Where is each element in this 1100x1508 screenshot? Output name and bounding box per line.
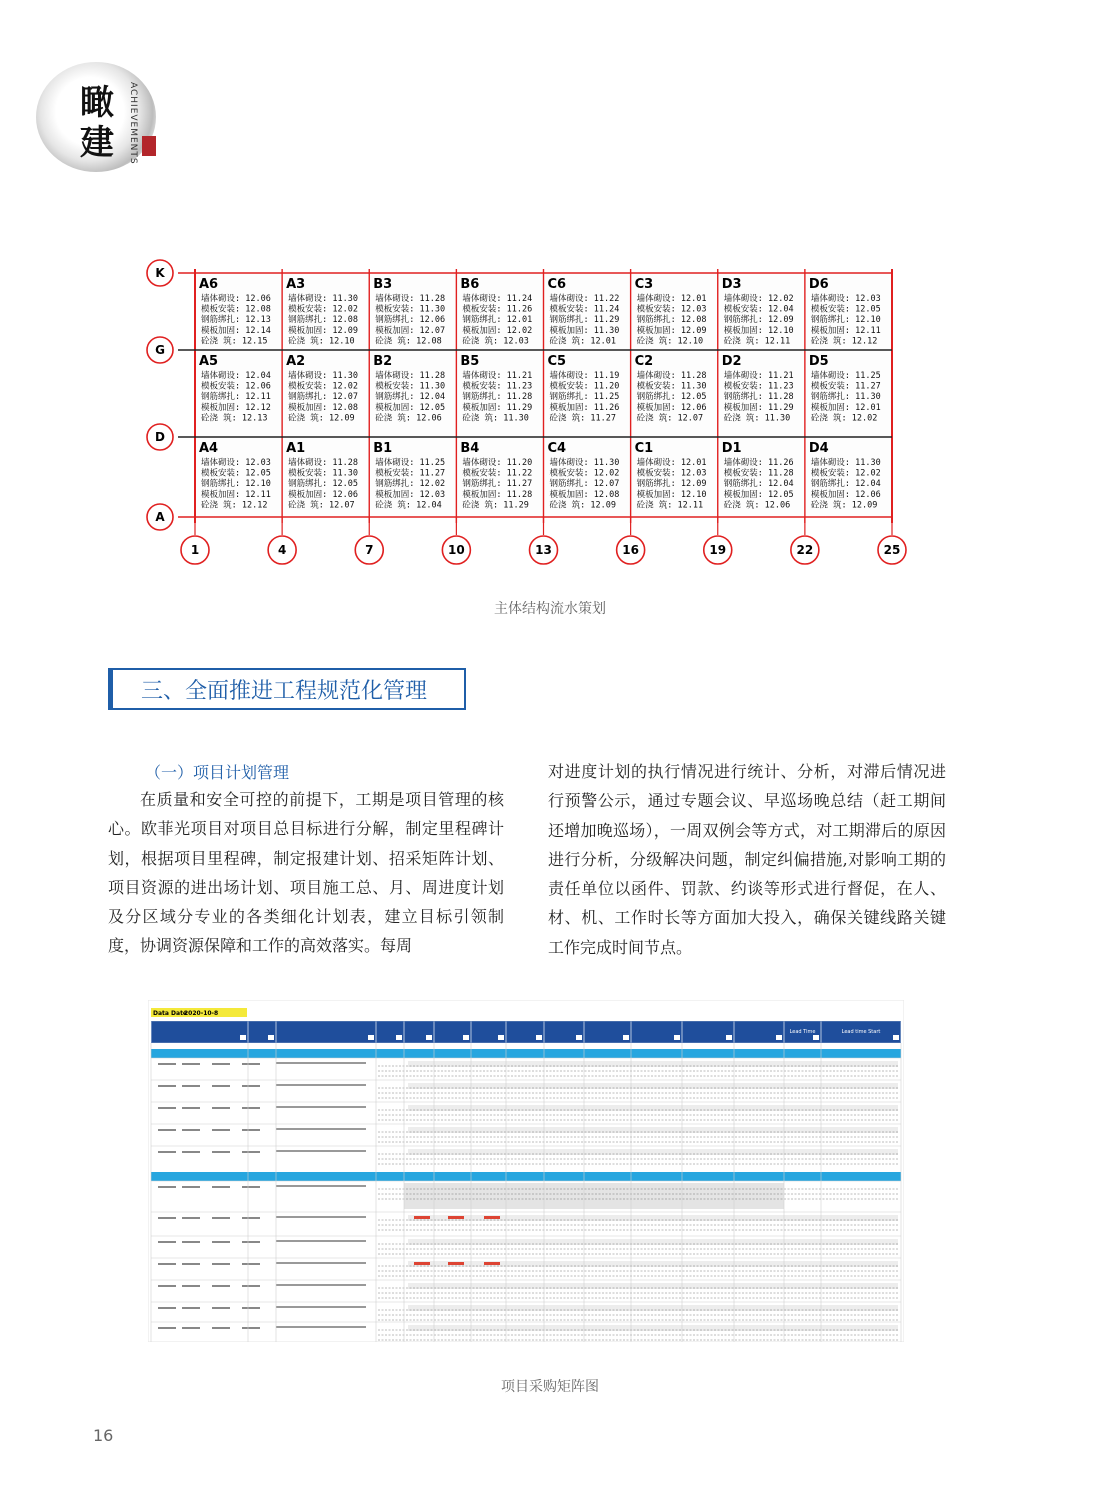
zone-schedule-line: 墙体砌设: 11.21 bbox=[462, 371, 533, 381]
text-placeholder bbox=[276, 1185, 366, 1187]
row-axis-label: K bbox=[155, 266, 165, 280]
zone-schedule-line: 模板加固: 12.10 bbox=[636, 489, 707, 500]
row-axis-label: A bbox=[155, 510, 165, 524]
filter-dropdown-icon bbox=[426, 1035, 432, 1040]
zone-schedule-line: 模板安装: 12.02 bbox=[288, 381, 358, 392]
text-placeholder bbox=[182, 1107, 200, 1109]
zone-schedule-line: 模板安装: 11.30 bbox=[375, 381, 446, 392]
zone-schedule-line: 模板加固: 12.09 bbox=[288, 325, 358, 336]
zone-schedule-line: 墙体砌设: 12.03 bbox=[810, 294, 881, 304]
zone-schedule-line: 模板加固: 12.11 bbox=[810, 325, 881, 336]
zone-schedule-line: 模板安装: 11.24 bbox=[549, 304, 620, 315]
zone-schedule-line: 模板安装: 12.02 bbox=[810, 468, 881, 479]
figure-caption-flow: 主体结构流水策划 bbox=[494, 601, 606, 617]
zone-schedule-line: 墙体砌设: 11.30 bbox=[288, 371, 358, 381]
text-placeholder bbox=[182, 1063, 200, 1065]
text-placeholder bbox=[212, 1285, 230, 1287]
red-date-mark bbox=[414, 1262, 430, 1265]
filter-dropdown-icon bbox=[463, 1035, 469, 1040]
zone-schedule-line: 钢筋绑扎: 11.28 bbox=[723, 392, 794, 403]
figure-caption-matrix: 项目采购矩阵图 bbox=[501, 1379, 599, 1395]
zone-schedule-line: 钢筋绑扎: 12.09 bbox=[636, 479, 707, 490]
text-placeholder bbox=[182, 1327, 200, 1329]
zone-schedule-line: 砼浇 筑: 11.27 bbox=[549, 413, 616, 424]
zone-schedule-line: 砼浇 筑: 12.06 bbox=[375, 413, 442, 424]
zone-schedule-line: 模板加固: 11.29 bbox=[462, 402, 533, 413]
text-placeholder bbox=[276, 1262, 366, 1264]
filter-dropdown-icon bbox=[268, 1035, 274, 1040]
zone-schedule-line: 墙体砌设: 12.03 bbox=[201, 458, 271, 468]
zone-schedule-line: 墙体砌设: 11.22 bbox=[549, 294, 620, 304]
zone-schedule-line: 模板加固: 11.29 bbox=[723, 402, 794, 413]
text-placeholder bbox=[182, 1263, 200, 1265]
logo-char-2: 建 bbox=[80, 123, 114, 163]
zone-schedule-line: 砼浇 筑: 12.12 bbox=[810, 336, 878, 347]
zone-schedule-line: 砼浇 筑: 12.02 bbox=[810, 413, 878, 424]
column-axis-label: 10 bbox=[448, 543, 465, 557]
filter-dropdown-icon bbox=[368, 1035, 374, 1040]
zone-name: A2 bbox=[286, 354, 306, 369]
zone-schedule-line: 钢筋绑扎: 12.07 bbox=[549, 479, 620, 490]
zone-schedule-line: 模板安装: 12.06 bbox=[201, 381, 271, 392]
zone-schedule-line: 砼浇 筑: 12.09 bbox=[549, 500, 616, 511]
zone-schedule-line: 钢筋绑扎: 11.29 bbox=[549, 315, 620, 326]
zone-schedule-line: 模板安装: 12.02 bbox=[288, 304, 358, 315]
zone-schedule-line: 墙体砌设: 11.28 bbox=[288, 458, 358, 468]
column-axis-label: 16 bbox=[622, 543, 639, 557]
zone-schedule-line: 模板加固: 12.06 bbox=[288, 489, 358, 500]
text-placeholder bbox=[276, 1084, 366, 1086]
paragraph-right: 对进度计划的执行情况进行统计、分析，对滞后情况进行预警公示，通过专题会议、早巡场晚总结（赶工期间还增加晚巡场），一周双例会等方式，对工期滞后的原因进行分析，分级解决问题，制定纠偏措施,对影响工期的责任单位以函件、罚款、约谈等形式进行督促，在人、材、机、工作时长等方面加大投入，确保关键线路关键工作完成时间节点。 bbox=[548, 762, 946, 957]
row-axis-label: D bbox=[155, 430, 165, 444]
text-placeholder bbox=[276, 1062, 366, 1064]
zone-schedule-line: 模板安装: 12.05 bbox=[201, 468, 271, 479]
zone-schedule-line: 钢筋绑扎: 12.13 bbox=[201, 315, 271, 326]
zone-schedule-line: 砼浇 筑: 12.12 bbox=[201, 500, 268, 511]
zone-schedule-line: 模板安装: 11.26 bbox=[462, 304, 533, 315]
zone-name: A6 bbox=[199, 277, 219, 292]
zone-name: A1 bbox=[286, 441, 306, 456]
zone-schedule-line: 墙体砌设: 11.30 bbox=[288, 294, 358, 304]
zone-schedule-line: 砼浇 筑: 12.07 bbox=[636, 413, 704, 424]
filter-dropdown-icon bbox=[776, 1035, 782, 1040]
zone-schedule-line: 钢筋绑扎: 12.11 bbox=[201, 392, 271, 403]
text-placeholder bbox=[182, 1307, 200, 1309]
column-axis-label: 19 bbox=[709, 543, 727, 557]
zone-schedule-line: 模板安装: 12.08 bbox=[201, 304, 271, 315]
text-placeholder bbox=[182, 1241, 200, 1243]
text-placeholder bbox=[158, 1107, 176, 1109]
zone-schedule-line: 模板加固: 12.08 bbox=[549, 489, 620, 500]
text-placeholder bbox=[212, 1129, 230, 1131]
zone-schedule-line: 模板安装: 11.30 bbox=[375, 304, 446, 315]
zone-schedule-line: 钢筋绑扎: 12.04 bbox=[375, 392, 446, 403]
text-placeholder bbox=[158, 1307, 176, 1309]
text-placeholder bbox=[276, 1128, 366, 1130]
zone-schedule-line: 钢筋绑扎: 12.04 bbox=[723, 479, 794, 490]
filter-dropdown-icon bbox=[396, 1035, 402, 1040]
red-date-mark bbox=[448, 1262, 464, 1265]
zone-schedule-line: 砼浇 筑: 12.08 bbox=[375, 336, 442, 347]
text-placeholder bbox=[158, 1063, 176, 1065]
zone-schedule-line: 钢筋绑扎: 12.02 bbox=[375, 479, 446, 490]
grey-row-fill bbox=[404, 1183, 784, 1209]
zone-schedule-line: 墙体砌设: 12.02 bbox=[723, 294, 794, 304]
zone-schedule-line: 钢筋绑扎: 12.09 bbox=[723, 315, 794, 326]
text-placeholder bbox=[158, 1217, 176, 1219]
text-placeholder bbox=[276, 1106, 366, 1108]
text-placeholder bbox=[276, 1326, 366, 1328]
zone-schedule-line: 模板加固: 12.02 bbox=[462, 325, 533, 336]
zone-name: C5 bbox=[547, 354, 567, 369]
text-placeholder bbox=[158, 1186, 176, 1188]
red-date-mark bbox=[414, 1216, 430, 1219]
zone-schedule-line: 砼浇 筑: 12.15 bbox=[201, 336, 268, 347]
zone-schedule-line: 模板安装: 11.23 bbox=[462, 381, 533, 392]
zone-name: D4 bbox=[808, 441, 829, 456]
zone-name: C6 bbox=[547, 277, 567, 292]
logo-en: ACHIEVEMENTS bbox=[128, 82, 138, 165]
zone-schedule-line: 模板加固: 12.06 bbox=[810, 489, 881, 500]
zone-schedule-line: 砼浇 筑: 12.09 bbox=[288, 413, 355, 424]
filter-dropdown-icon bbox=[576, 1035, 582, 1040]
text-placeholder bbox=[212, 1063, 230, 1065]
column-axis-label: 22 bbox=[796, 543, 814, 557]
red-date-mark bbox=[484, 1216, 500, 1219]
zone-schedule-line: 模板加固: 12.12 bbox=[201, 402, 271, 413]
text-placeholder bbox=[212, 1307, 230, 1309]
zone-schedule-line: 钢筋绑扎: 12.01 bbox=[462, 315, 533, 326]
zone-schedule-line: 模板安装: 11.28 bbox=[723, 468, 794, 479]
text-placeholder bbox=[242, 1063, 260, 1065]
zone-schedule-line: 模板安装: 11.22 bbox=[462, 468, 533, 479]
seal-icon bbox=[142, 136, 156, 156]
header-label: Lead time Start bbox=[841, 1029, 881, 1035]
text-placeholder bbox=[158, 1285, 176, 1287]
zone-schedule-line: 模板安装: 11.30 bbox=[636, 381, 707, 392]
row-axis-label: G bbox=[155, 343, 165, 357]
zone-schedule-line: 墙体砌设: 12.06 bbox=[201, 294, 271, 304]
zone-schedule-line: 模板加固: 12.08 bbox=[288, 402, 358, 413]
zone-name: B5 bbox=[460, 354, 480, 369]
text-placeholder bbox=[158, 1129, 176, 1131]
zone-schedule-line: 模板安装: 11.20 bbox=[549, 381, 620, 392]
procurement-matrix-svg bbox=[148, 1000, 904, 1342]
text-placeholder bbox=[276, 1240, 366, 1242]
zone-schedule-line: 钢筋绑扎: 11.30 bbox=[810, 392, 881, 403]
procurement-matrix-figure bbox=[148, 1000, 904, 1342]
zone-schedule-line: 模板加固: 12.14 bbox=[201, 325, 271, 336]
zone-schedule-line: 墙体砌设: 12.01 bbox=[636, 294, 707, 304]
zone-schedule-line: 墙体砌设: 11.19 bbox=[549, 371, 620, 381]
text-placeholder bbox=[158, 1241, 176, 1243]
zone-schedule-line: 模板加固: 12.05 bbox=[723, 489, 794, 500]
filter-dropdown-icon bbox=[674, 1035, 680, 1040]
zone-name: D3 bbox=[721, 277, 742, 292]
zone-name: C4 bbox=[547, 441, 567, 456]
zone-name: C1 bbox=[634, 441, 654, 456]
text-placeholder bbox=[242, 1085, 260, 1087]
zone-schedule-line: 钢筋绑扎: 11.27 bbox=[462, 479, 533, 490]
zone-schedule-line: 砼浇 筑: 12.06 bbox=[723, 500, 791, 511]
text-placeholder bbox=[158, 1327, 176, 1329]
text-placeholder bbox=[242, 1307, 260, 1309]
zone-schedule-line: 钢筋绑扎: 12.04 bbox=[810, 479, 881, 490]
zone-schedule-line: 模板安装: 12.04 bbox=[723, 304, 794, 315]
zone-schedule-line: 墙体砌设: 11.25 bbox=[810, 371, 881, 381]
zone-name: A3 bbox=[286, 277, 306, 292]
zone-schedule-line: 墙体砌设: 12.04 bbox=[201, 371, 271, 381]
zone-schedule-line: 砼浇 筑: 12.07 bbox=[288, 500, 355, 511]
zone-name: B1 bbox=[373, 441, 393, 456]
filter-dropdown-icon bbox=[726, 1035, 732, 1040]
data-date-label: Data Date bbox=[153, 1010, 188, 1017]
filter-dropdown-icon bbox=[240, 1035, 246, 1040]
zone-schedule-line: 模板加固: 12.07 bbox=[375, 325, 446, 336]
zone-schedule-line: 模板安装: 11.30 bbox=[288, 468, 358, 479]
zone-schedule-line: 砼浇 筑: 11.30 bbox=[462, 413, 529, 424]
sheet-header-bar bbox=[151, 1021, 901, 1043]
sheet-section-band bbox=[151, 1049, 901, 1058]
text-placeholder bbox=[158, 1263, 176, 1265]
sub-heading: （一）项目计划管理 bbox=[145, 763, 290, 782]
data-date-value: 2020-10-8 bbox=[184, 1010, 219, 1017]
filter-dropdown-icon bbox=[893, 1035, 899, 1040]
logo-char-1: 瞰 bbox=[80, 83, 114, 123]
column-axis-label: 25 bbox=[883, 543, 901, 557]
column-axis-label: 1 bbox=[190, 543, 200, 557]
zone-schedule-line: 墙体砌设: 11.30 bbox=[810, 458, 881, 468]
text-placeholder bbox=[182, 1186, 200, 1188]
zone-schedule-line: 砼浇 筑: 12.11 bbox=[723, 336, 791, 347]
zone-name: B3 bbox=[373, 277, 393, 292]
zone-schedule-line: 墙体砌设: 11.26 bbox=[723, 458, 794, 468]
zone-schedule-line: 模板加固: 12.03 bbox=[375, 489, 446, 500]
zone-schedule-line: 模板安装: 11.23 bbox=[723, 381, 794, 392]
text-placeholder bbox=[276, 1150, 366, 1152]
zone-schedule-line: 墙体砌设: 11.28 bbox=[375, 294, 446, 304]
red-date-mark bbox=[484, 1262, 500, 1265]
zone-name: D2 bbox=[721, 354, 742, 369]
zone-schedule-line: 钢筋绑扎: 12.10 bbox=[201, 479, 271, 490]
zone-schedule-line: 钢筋绑扎: 11.28 bbox=[462, 392, 533, 403]
zone-schedule-line: 墙体砌设: 11.28 bbox=[636, 371, 707, 381]
text-placeholder bbox=[212, 1186, 230, 1188]
text-placeholder bbox=[212, 1217, 230, 1219]
filter-dropdown-icon bbox=[813, 1035, 819, 1040]
zone-schedule-line: 模板加固: 12.10 bbox=[723, 325, 794, 336]
zone-name: A5 bbox=[199, 354, 219, 369]
zone-schedule-line: 模板安装: 12.02 bbox=[549, 468, 620, 479]
filter-dropdown-icon bbox=[498, 1035, 504, 1040]
text-placeholder bbox=[158, 1151, 176, 1153]
zone-name: B6 bbox=[460, 277, 480, 292]
zone-schedule-line: 墙体砌设: 11.20 bbox=[462, 458, 533, 468]
zone-schedule-line: 模板加固: 11.28 bbox=[462, 489, 533, 500]
text-placeholder bbox=[242, 1217, 260, 1219]
text-placeholder bbox=[182, 1285, 200, 1287]
text-placeholder bbox=[182, 1151, 200, 1153]
text-placeholder bbox=[242, 1285, 260, 1287]
zone-schedule-line: 模板加固: 12.05 bbox=[375, 402, 446, 413]
text-placeholder bbox=[158, 1085, 176, 1087]
zone-schedule-line: 钢筋绑扎: 12.05 bbox=[288, 479, 358, 490]
zone-schedule-line: 钢筋绑扎: 12.10 bbox=[810, 315, 881, 326]
filter-dropdown-icon bbox=[623, 1035, 629, 1040]
zone-schedule-line: 墙体砌设: 12.01 bbox=[636, 458, 707, 468]
column-axis-label: 4 bbox=[277, 543, 287, 557]
zone-schedule-line: 模板安装: 12.03 bbox=[636, 304, 707, 315]
zone-schedule-line: 砼浇 筑: 12.10 bbox=[288, 336, 355, 347]
zone-schedule-line: 模板加固: 12.06 bbox=[636, 402, 707, 413]
zone-name: A4 bbox=[199, 441, 219, 456]
text-placeholder bbox=[276, 1216, 366, 1218]
text-placeholder bbox=[182, 1129, 200, 1131]
zone-schedule-line: 砼浇 筑: 11.29 bbox=[462, 500, 529, 511]
zone-schedule-line: 钢筋绑扎: 11.25 bbox=[549, 392, 620, 403]
text-placeholder bbox=[212, 1151, 230, 1153]
zone-schedule-line: 墙体砌设: 11.28 bbox=[375, 371, 446, 381]
zone-schedule-line: 模板安装: 11.27 bbox=[375, 468, 446, 479]
zone-schedule-line: 墙体砌设: 11.24 bbox=[462, 294, 533, 304]
text-placeholder bbox=[212, 1241, 230, 1243]
text-placeholder bbox=[182, 1085, 200, 1087]
text-placeholder bbox=[212, 1107, 230, 1109]
page-number: 16 bbox=[93, 1426, 114, 1445]
zone-name: D5 bbox=[808, 354, 829, 369]
header-label: Lead Time bbox=[789, 1029, 816, 1035]
text-placeholder bbox=[242, 1327, 260, 1329]
zone-schedule-line: 模板安装: 11.27 bbox=[810, 381, 881, 392]
zone-schedule-line: 砼浇 筑: 12.11 bbox=[636, 500, 704, 511]
zone-schedule-line: 砼浇 筑: 11.30 bbox=[723, 413, 791, 424]
zone-schedule-line: 模板加固: 12.01 bbox=[810, 402, 881, 413]
sheet-section-band bbox=[151, 1172, 901, 1181]
zone-schedule-line: 模板安装: 12.03 bbox=[636, 468, 707, 479]
section-heading-text: 三、全面推进工程规范化管理 bbox=[141, 678, 428, 704]
flow-plan-svg bbox=[140, 255, 920, 580]
text-placeholder bbox=[242, 1151, 260, 1153]
zone-schedule-line: 模板安装: 12.05 bbox=[810, 304, 881, 315]
zone-schedule-line: 模板加固: 11.30 bbox=[549, 325, 620, 336]
zone-schedule-line: 钢筋绑扎: 12.05 bbox=[636, 392, 707, 403]
text-placeholder bbox=[212, 1085, 230, 1087]
zone-schedule-line: 模板加固: 12.09 bbox=[636, 325, 707, 336]
column-axis-label: 7 bbox=[365, 543, 374, 557]
text-placeholder bbox=[276, 1284, 366, 1286]
text-placeholder bbox=[276, 1306, 366, 1308]
zone-name: B2 bbox=[373, 354, 393, 369]
red-date-mark bbox=[448, 1216, 464, 1219]
zone-name: C3 bbox=[634, 277, 654, 292]
zone-name: C2 bbox=[634, 354, 654, 369]
text-placeholder bbox=[212, 1263, 230, 1265]
zone-schedule-line: 钢筋绑扎: 12.08 bbox=[288, 315, 358, 326]
text-placeholder bbox=[242, 1129, 260, 1131]
logo bbox=[30, 48, 180, 188]
zone-schedule-line: 钢筋绑扎: 12.07 bbox=[288, 392, 358, 403]
zone-schedule-line: 模板加固: 11.26 bbox=[549, 402, 620, 413]
column-axis-label: 13 bbox=[535, 543, 552, 557]
zone-schedule-line: 钢筋绑扎: 12.08 bbox=[636, 315, 707, 326]
text-placeholder bbox=[242, 1186, 260, 1188]
text-placeholder bbox=[242, 1241, 260, 1243]
zone-schedule-line: 模板加固: 12.11 bbox=[201, 489, 271, 500]
filter-dropdown-icon bbox=[536, 1035, 542, 1040]
text-placeholder bbox=[242, 1107, 260, 1109]
zone-schedule-line: 墙体砌设: 11.30 bbox=[549, 458, 620, 468]
text-placeholder bbox=[182, 1217, 200, 1219]
text-placeholder bbox=[212, 1327, 230, 1329]
zone-name: D1 bbox=[721, 441, 742, 456]
section-heading bbox=[108, 668, 466, 710]
zone-schedule-line: 墙体砌设: 11.21 bbox=[723, 371, 794, 381]
text-placeholder bbox=[242, 1263, 260, 1265]
zone-schedule-line: 砼浇 筑: 12.13 bbox=[201, 413, 268, 424]
zone-schedule-line: 砼浇 筑: 12.10 bbox=[636, 336, 704, 347]
zone-name: D6 bbox=[808, 277, 829, 292]
paragraph-left: 在质量和安全可控的前提下，工期是项目管理的核心。欧菲光项目对项目总目标进行分解，制定里程碑计划，根据项目里程碑，制定报建计划、招采矩阵计划、项目资源的进出场计划、项目施工总、月、周进度计划及分区域分专业的各类细化计划表，建立目标引领制度，协调资源保障和工作的高效落实。每周 bbox=[108, 790, 504, 956]
zone-schedule-line: 钢筋绑扎: 12.06 bbox=[375, 315, 446, 326]
zone-schedule-line: 墙体砌设: 11.25 bbox=[375, 458, 446, 468]
sheet-subheader bbox=[151, 1043, 901, 1049]
flow-plan-figure bbox=[140, 255, 920, 580]
zone-schedule-line: 砼浇 筑: 12.01 bbox=[549, 336, 616, 347]
zone-name: B4 bbox=[460, 441, 480, 456]
zone-schedule-line: 砼浇 筑: 12.04 bbox=[375, 500, 442, 511]
zone-schedule-line: 砼浇 筑: 12.03 bbox=[462, 336, 529, 347]
zone-schedule-line: 砼浇 筑: 12.09 bbox=[810, 500, 878, 511]
